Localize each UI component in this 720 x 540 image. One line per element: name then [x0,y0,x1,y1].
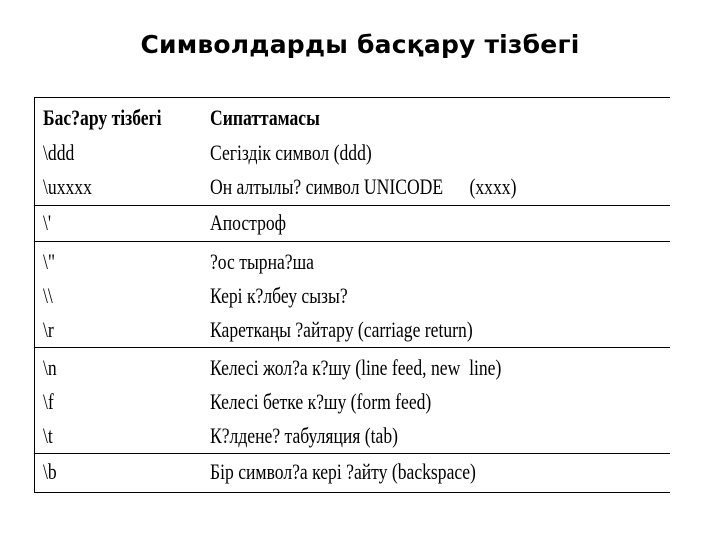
row-description: Бір символ?а кері ?айту (backspace) [210,459,476,484]
table-row [35,419,670,452]
table-group [35,347,670,454]
table-group [35,205,670,242]
row-code: \f [43,389,54,414]
row-code: \t [43,423,53,448]
table-row [35,136,670,169]
row-description: Келесі бетке к?шу (form feed) [210,389,432,414]
row-description: Он алтылы? символ UNICODE (xxxx) [210,174,517,199]
row-description: К?лдене? табуляция (tab) [210,423,399,448]
table-row [35,279,670,312]
row-code: \' [43,210,52,235]
slide-title: Символдарды басқару тізбегі [140,30,580,59]
table-group [35,98,670,205]
row-code: \\ [43,283,53,308]
table-row [35,385,670,418]
row-description: Кері к?лбеу сызы? [210,283,348,308]
row-code: \ddd [43,140,75,165]
row-code: \n [43,355,57,380]
escape-sequence-table [34,97,670,493]
row-code: \" [43,249,56,274]
table-row [35,245,670,278]
row-description: ?ос тырна?ша [210,249,314,274]
table-group [35,453,670,492]
table-row [35,313,670,346]
row-code: \uxxxx [43,174,92,199]
table-group [35,241,670,348]
table-row [35,351,670,384]
table-row [35,170,670,203]
row-description: Сегіздік символ (ddd) [210,140,372,165]
row-code: \r [43,317,54,342]
header-code-column: Бас?ару тізбегі [43,105,162,130]
header-description-column: Сипаттамасы [210,105,320,130]
table-row [35,455,670,488]
row-description: Апостроф [210,210,287,235]
row-code: \b [43,459,57,484]
row-description: Келесі жол?а к?шу (line feed, new line) [210,355,502,380]
table-header-row [35,101,670,134]
table-row [35,206,670,239]
row-description: Кареткаңы ?айтару (carriage return) [210,317,473,342]
